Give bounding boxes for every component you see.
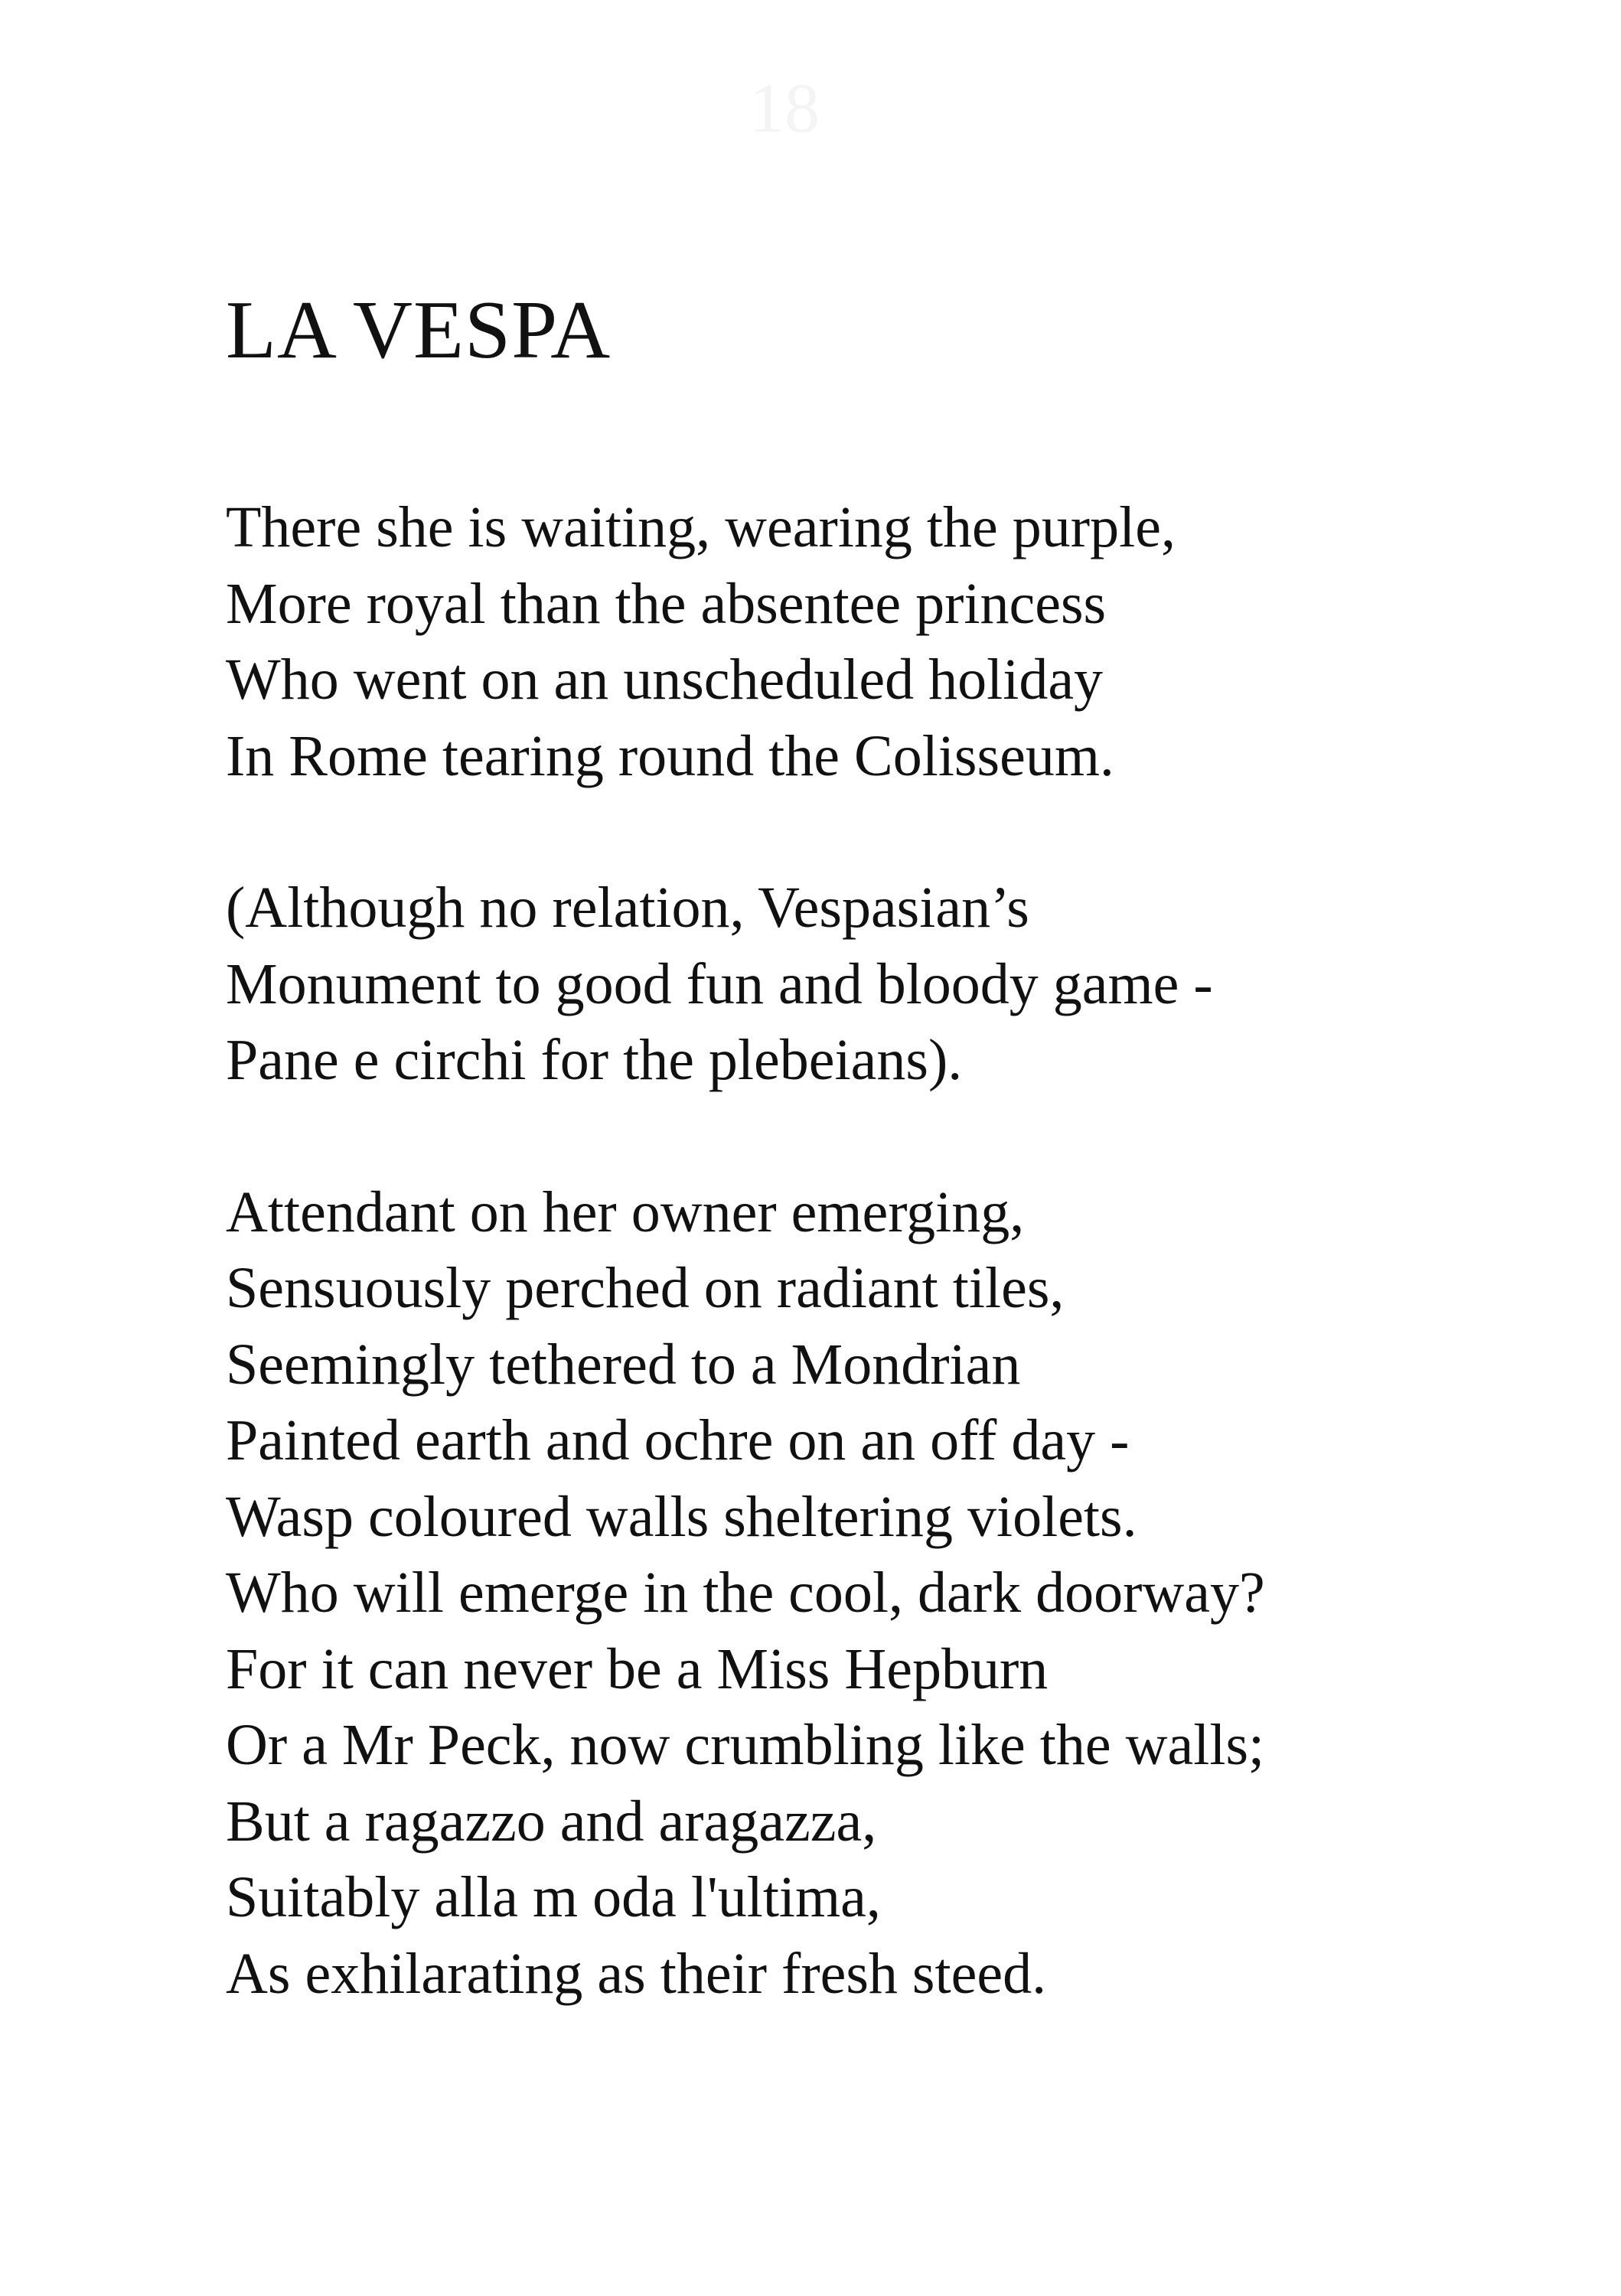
poem-line: Painted earth and ochre on an off day - <box>226 1408 1130 1473</box>
poem-line: But a ragazzo and aragazza, <box>226 1789 877 1854</box>
poem-line: In Rome tearing round the Colisseum. <box>226 723 1114 788</box>
poem-line: Seemingly tethered to a Mondrian <box>226 1332 1021 1397</box>
poem-line: For it can never be a Miss Hepburn <box>226 1636 1049 1701</box>
poem-title: LA VESPA <box>226 285 612 376</box>
poem-line: Attendant on her owner emerging, <box>226 1179 1025 1244</box>
stanza-2 <box>226 870 1527 1099</box>
poem-line: Wasp coloured walls sheltering violets. <box>226 1484 1137 1549</box>
poem-line: Suitably alla m oda l'ultima, <box>226 1865 881 1929</box>
poem-line: As exhilarating as their fresh steed. <box>226 1941 1047 2006</box>
stanza-1 <box>226 490 1527 794</box>
stanza-3 <box>226 1175 1527 2013</box>
poem-line: There she is waiting, wearing the purple, <box>226 495 1176 559</box>
poem-line: More royal than the absentee princess <box>226 571 1107 636</box>
page-number: 18 <box>749 69 820 147</box>
poem-line: Who will emerge in the cool, dark doorway? <box>226 1561 1265 1625</box>
poem-line: Or a Mr Peck, now crumbling like the walls; <box>226 1713 1265 1777</box>
poem-line: Pane e circhi for the plebeians). <box>226 1028 963 1092</box>
poem-line: Sensuously perched on radiant tiles, <box>226 1256 1065 1320</box>
poem-body <box>226 490 1527 2088</box>
poem-line: (Although no relation, Vespasian’s <box>226 876 1029 940</box>
poem-line: Who went on an unscheduled holiday <box>226 647 1104 712</box>
poem-line: Monument to good fun and bloody game - <box>226 951 1213 1016</box>
